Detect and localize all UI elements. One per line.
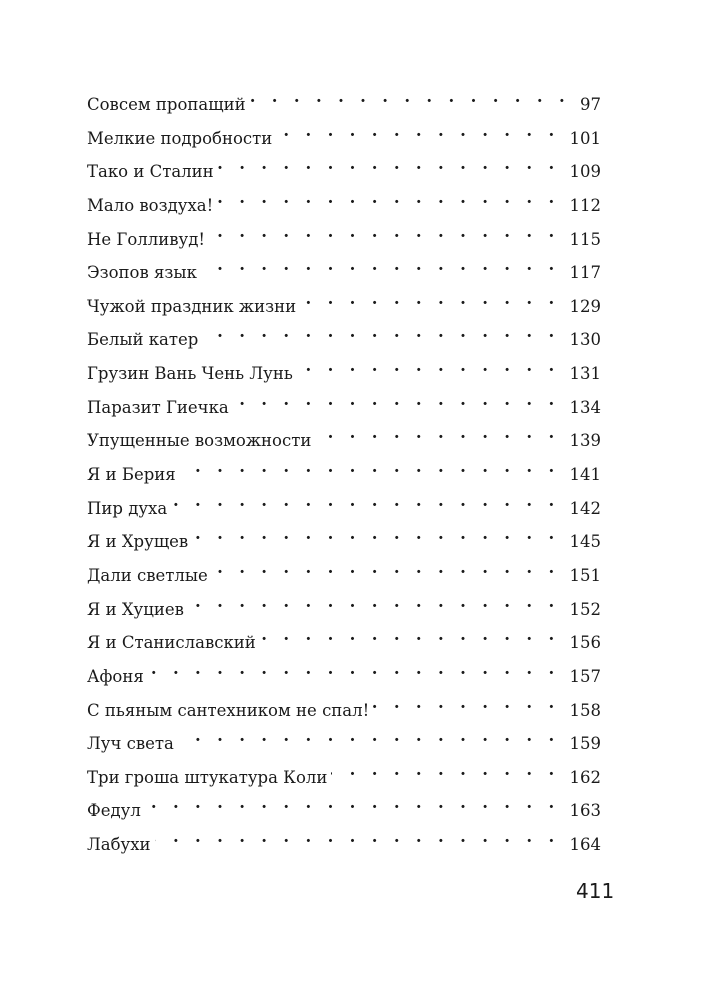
toc-entry [87,258,601,292]
toc-entry-page: 159 [569,734,601,754]
toc-entry [87,763,601,797]
toc-entry-page: 141 [569,465,601,485]
toc-entry [87,729,601,763]
toc-entry-title: Луч света [87,734,174,754]
dot-leader [300,292,559,312]
toc-entry [87,696,601,730]
toc-entry-title: Чужой праздник жизни [87,296,297,316]
dot-leader [212,561,560,581]
toc-entry-page: 130 [569,330,601,350]
dot-leader [315,426,559,446]
toc-entry-page: 151 [569,565,601,585]
dot-leader [209,225,559,245]
dot-leader [145,796,560,816]
toc-entry [87,561,601,595]
toc-entry [87,628,601,662]
dot-leader [331,763,559,783]
toc-entry [87,359,601,393]
toc-entry-page: 157 [569,666,601,686]
dot-leader [188,595,560,615]
toc-entry-title: Я и Берия [87,465,176,485]
toc-entry-title: Дали светлые [87,565,208,585]
toc-entry [87,830,601,864]
toc-entry-title: Упущенные возможности [87,431,312,451]
toc-entry-title: Афоня [87,666,144,686]
dot-leader [155,830,560,850]
toc-entry [87,225,601,259]
toc-entry [87,124,601,158]
toc-entry [87,595,601,629]
toc-entry-title: Белый катер [87,330,199,350]
toc-entry-page: 117 [569,263,601,283]
toc-entry [87,393,601,427]
toc-entry-title: Три гроша штукатура Коли [87,767,328,787]
toc-entry-page: 134 [569,397,601,417]
dot-leader [201,258,560,278]
toc-entry-page: 131 [569,364,601,384]
toc-entry-title: Эзопов язык [87,263,197,283]
dot-leader [180,460,560,480]
toc-entry [87,325,601,359]
toc-entry [87,157,601,191]
toc-entry-title: Федул [87,801,141,821]
toc-entry-page: 158 [569,700,601,720]
dot-leader [276,124,559,144]
toc-entry-page: 109 [569,162,601,182]
toc-entry-title: Не Голливуд! [87,229,206,249]
toc-entry-page: 139 [569,431,601,451]
toc-entry-page: 156 [569,633,601,653]
table-of-contents [87,90,601,864]
toc-entry-page: 112 [569,195,601,215]
toc-entry-title: Совсем пропащий [87,95,246,114]
dot-leader [218,157,560,177]
page-number: 411 [576,879,615,903]
dot-leader [178,729,560,749]
toc-entry [87,494,601,528]
toc-entry-page: 162 [569,767,601,787]
toc-entry [87,426,601,460]
dot-leader [148,662,560,682]
dot-leader [250,90,570,110]
toc-entry-title: Я и Хуциев [87,599,184,619]
toc-entry-page: 145 [569,532,601,552]
toc-entry-page: 115 [569,229,601,249]
toc-entry-title: Я и Хрущев [87,532,189,552]
toc-entry-page: 164 [569,835,601,855]
toc-entry-page: 163 [569,801,601,821]
dot-leader [217,191,559,211]
toc-entry-title: Мелкие подробности [87,128,273,148]
toc-entry-title: Мало воздуха! [87,195,214,215]
dot-leader [171,494,559,514]
toc-entry [87,662,601,696]
dot-leader [297,359,560,379]
toc-entry-title: Паразит Гиечка [87,397,229,417]
dot-leader [373,696,559,716]
toc-entry-page: 152 [569,599,601,619]
toc-entry-page: 101 [569,128,601,148]
toc-entry-title: Тако и Сталин [87,162,214,182]
toc-entry [87,796,601,830]
toc-entry-title: Пир духа [87,498,168,518]
toc-entry-title: Я и Станиславский [87,633,256,653]
toc-entry [87,191,601,225]
toc-entry [87,527,601,561]
toc-entry-page: 129 [569,296,601,316]
dot-leader [233,393,560,413]
dot-leader [192,527,559,547]
toc-entry-title: С пьяным сантехником не спал! [87,700,370,720]
toc-entry-title: Грузин Вань Чень Лунь [87,364,293,384]
toc-entry-page: 142 [569,498,601,518]
toc-entry [87,90,601,124]
dot-leader [202,325,559,345]
dot-leader [260,628,560,648]
toc-entry-page: 97 [580,95,601,114]
toc-entry [87,292,601,326]
toc-entry-title: Лабухи [87,835,151,855]
toc-entry [87,460,601,494]
